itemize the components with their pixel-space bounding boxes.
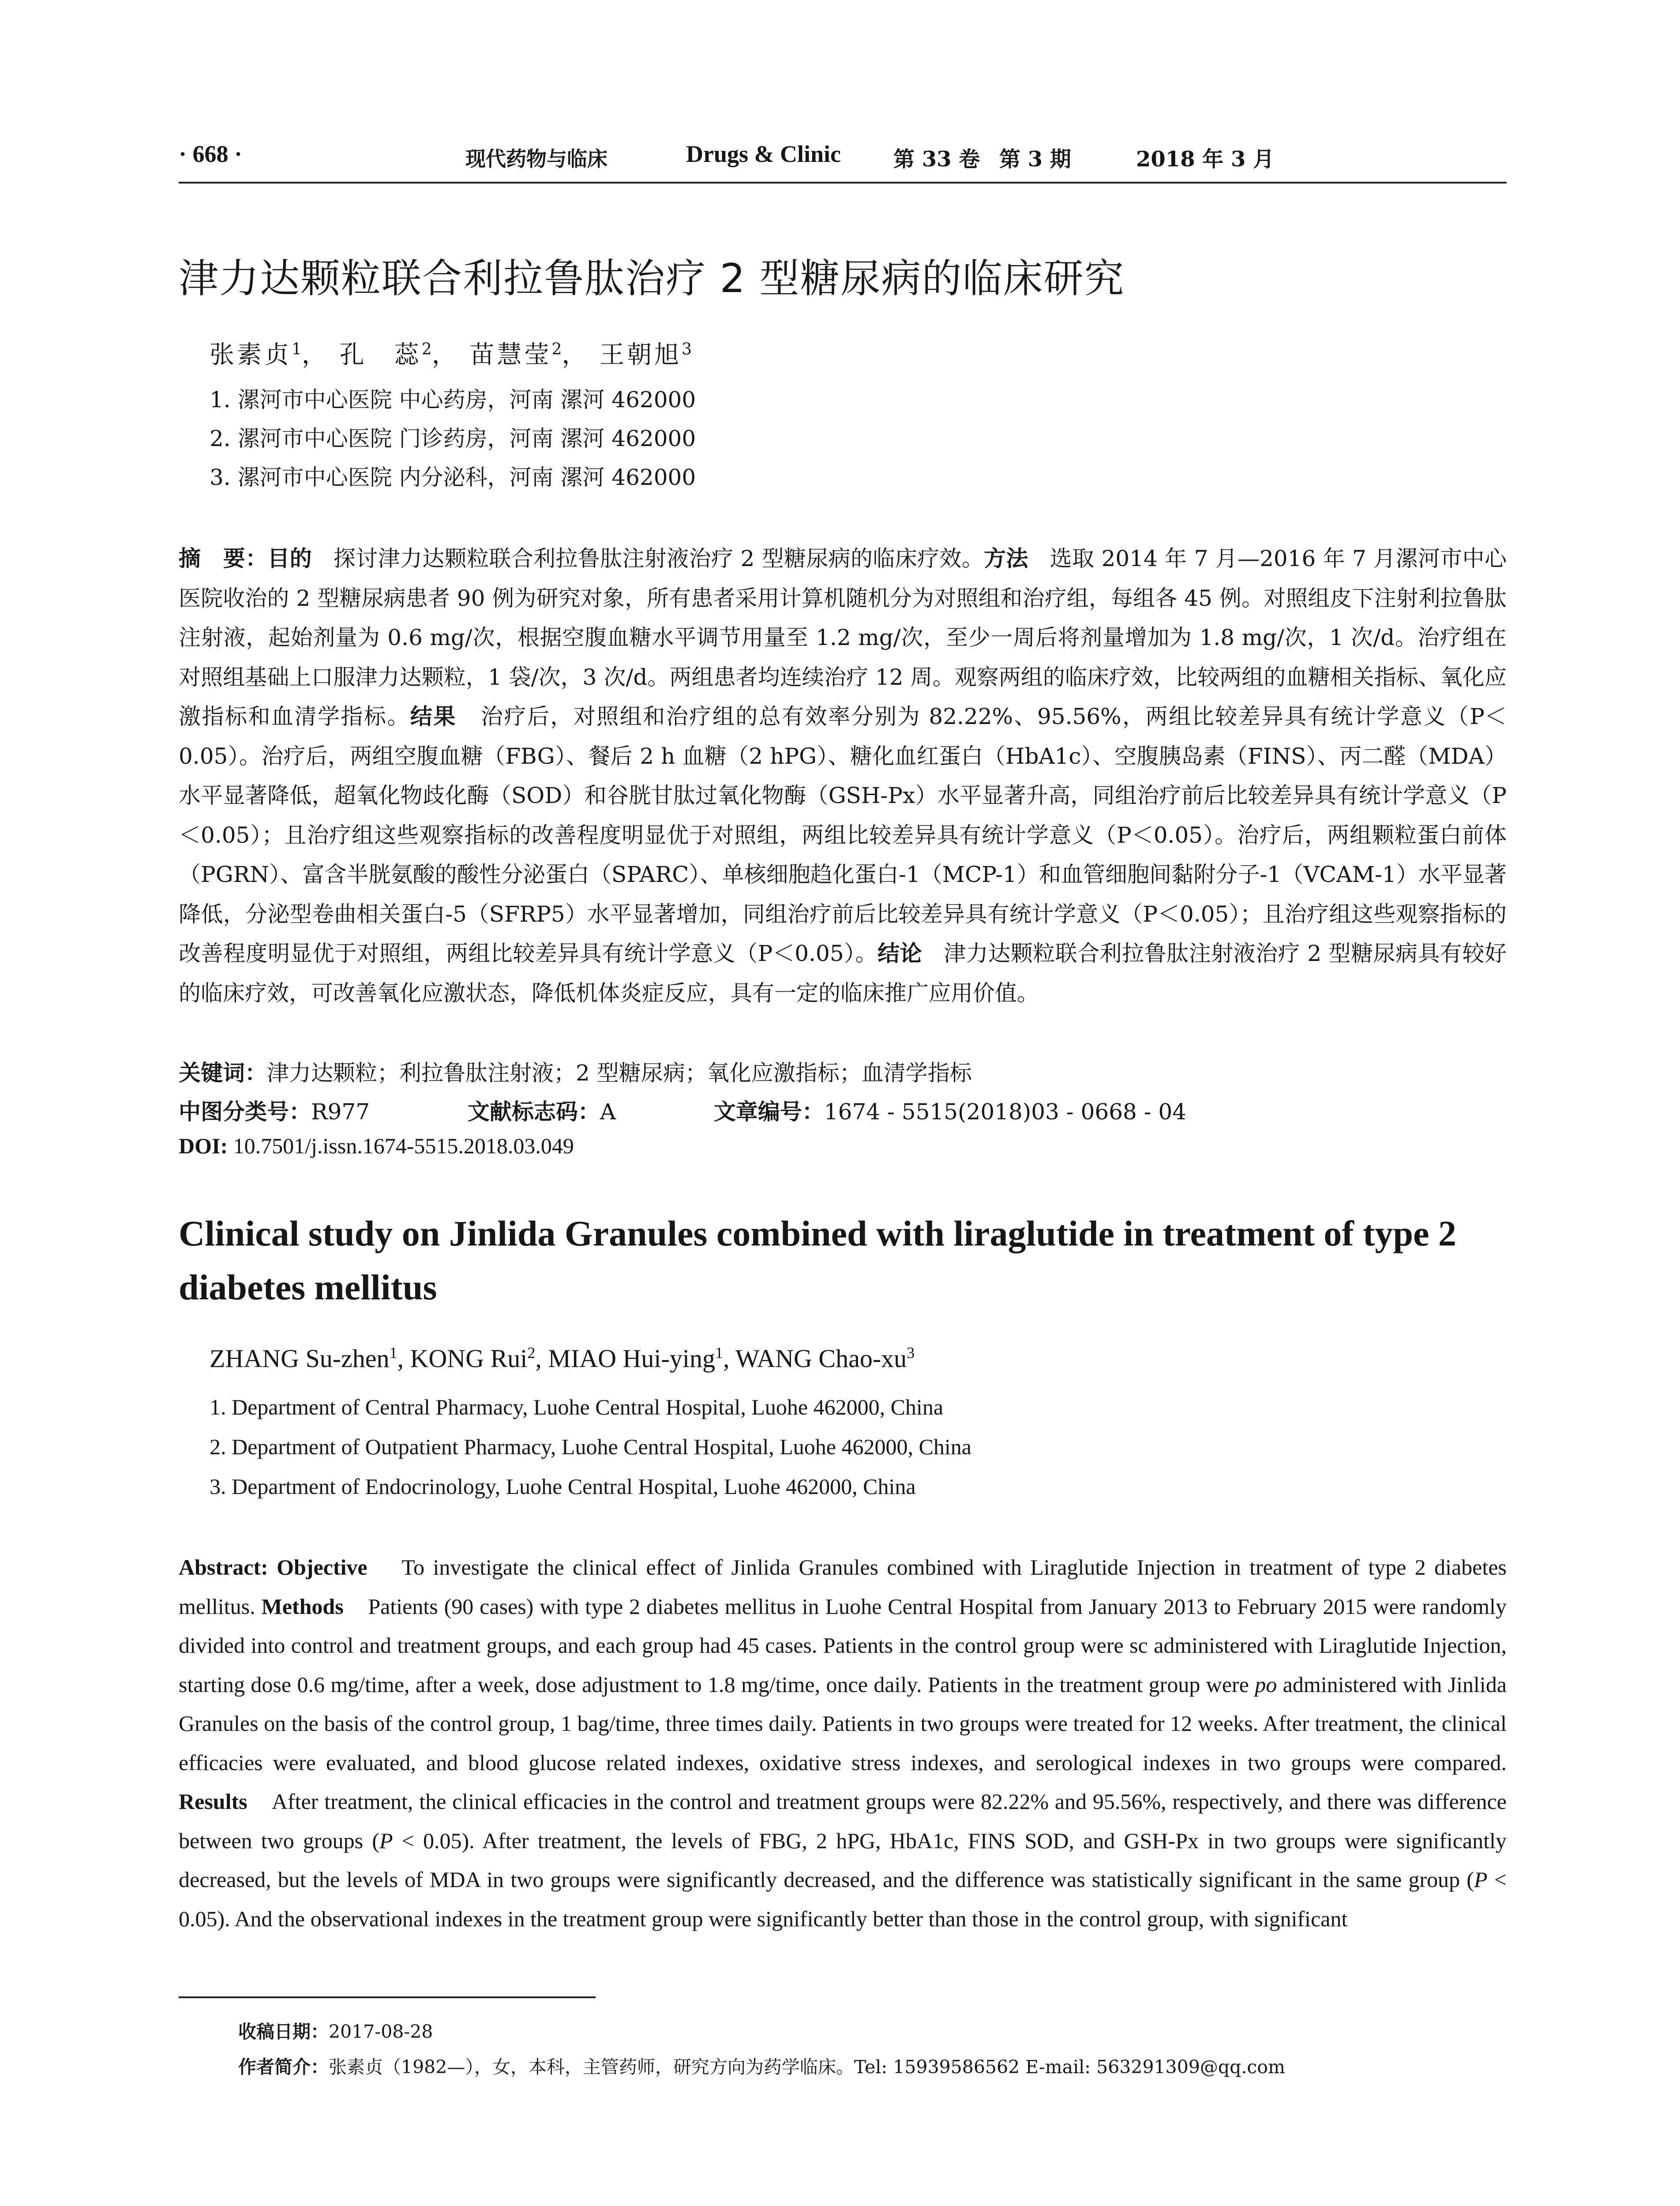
author-name: 张素贞: [210, 341, 292, 369]
author-name: ZHANG Su-zhen: [210, 1344, 390, 1373]
doi-value: 10.7501/j.issn.1674-5515.2018.03.049: [233, 1133, 574, 1158]
running-header: [179, 140, 1507, 184]
p-italic: P: [1474, 1867, 1488, 1892]
results-text-en-3: < 0.05). And the observational indexes in the treatment group were significantly better than those in the control group, with significant: [179, 1867, 1507, 1931]
author-sup: 1: [389, 1344, 398, 1362]
author-sup: 1: [292, 340, 302, 359]
abstract-cn: [179, 539, 1507, 1013]
received-date: [238, 2017, 433, 2043]
issue-date: 2018 年 3 月: [1136, 147, 1275, 172]
affiliation-en-3: 3. Department of Endocrinology, Luohe Central Hospital, Luohe 462000, China: [210, 1474, 916, 1499]
author-name: WANG Chao-xu: [735, 1344, 907, 1373]
footnote-divider: [179, 1996, 596, 1998]
methods-text-cn: 选取 2014 年 7 月—2016 年 7 月漯河市中心医院收治的 2 型糖尿病患者 90 例为研究对象，所有患者采用计算机随机分为对照组和治疗组，每组各 45 例。对照组皮下注射利拉鲁肽注射液，起始剂量为 0.6 mg/次，根据空腹血糖水平调节用量至 1.2 mg/次，至少一周后将剂量增加为 1.8 mg/次，1 次/d。治疗组在对照组基础上口服津力达颗粒，1 袋/次，3 次/d。两组患者均连续治疗 12 周。观察两组的临床疗效，比较两组的血糖相关指标、氧化应激指标和血清学指标。: [179, 546, 1507, 729]
results-text-cn: 治疗后，对照组和治疗组的总有效率分别为 82.22%、95.56%，两组比较差异具有统计学意义（P＜0.05）。治疗后，两组空腹血糖（FBG）、餐后 2 h 血糖（2 hPG）、糖化血红蛋白（HbA1c）、空腹胰岛素（FINS）、丙二醛（MDA）水平显著降低，超氧化物歧化酶（SOD）和谷胱甘肽过氧化物酶（GSH-Px）水平显著升高，同组治疗前后比较差异具有统计学意义（P＜0.05）；且治疗组这些观察指标的改善程度明显优于对照组，两组比较差异具有统计学意义（P＜0.05）。治疗后，两组颗粒蛋白前体（PGRN）、富含半胱氨酸的酸性分泌蛋白（SPARC）、单核细胞趋化蛋白-1（MCP-1）和血管细胞间黏附分子-1（VCAM-1）水平显著降低，分泌型卷曲相关蛋白-5（SFRP5）水平显著增加，同组治疗前后比较差异具有统计学意义（P＜0.05）；且治疗组这些观察指标的改善程度明显优于对照组，两组比较差异具有统计学意义（P＜0.05）。: [179, 704, 1507, 966]
received-value: 2017-08-28: [329, 2021, 433, 2042]
author-bio-text: 张素贞（1982—），女，本科，主管药师，研究方向为药学临床。Tel: 15939586562 E-mail: 563291309@qq.com: [329, 2056, 1285, 2078]
objective-text-en: To investigate the clinical effect of Jinlida Granules combined with Liraglutide Injection in treatment of type 2 diabetes mellitus.: [179, 1555, 1507, 1619]
clc-value: R977: [311, 1099, 370, 1125]
conclusion-label-cn: 结论: [878, 941, 922, 966]
author-sup: 3: [907, 1344, 915, 1362]
methods-text-en-2: administered with Jinlida Granules on the basis of the control group, 1 bag/time, three times daily. Patients in two groups were treated for 12 weeks. After treatment, the clinical efficacies were evaluated, and blood glucose related indexes, oxidative stress indexes, and serological indexes in two groups were compared.: [179, 1672, 1507, 1775]
results-text-en-2: < 0.05). After treatment, the levels of FBG, 2 hPG, HbA1c, FINS SOD, and GSH-Px in two groups were significantly decreased, but the levels of MDA in two groups were significantly decreased, and the difference was statistically significant in the same group (: [179, 1828, 1507, 1892]
received-label: 收稿日期：: [238, 2021, 329, 2042]
abstract-label-cn: 摘 要：: [179, 546, 268, 571]
author-name: 孔 蕊: [339, 341, 422, 369]
journal-title-en: Drugs & Clinic: [686, 141, 841, 167]
author-name: MIAO Hui-ying: [548, 1344, 715, 1373]
doc-code-label: 文献标志码：: [467, 1099, 600, 1125]
author-list-en: ZHANG Su-zhen$^1$, KONG Rui$^2$, MIAO Hui-ying$^1$, WANG Chao-$xu^3$: [210, 1344, 915, 1373]
affiliation-cn-2: 2. 漯河市中心医院 门诊药房，河南 漯河 462000: [210, 426, 696, 451]
author-bio: [238, 2052, 1285, 2078]
author-name: 王朝旭: [600, 341, 682, 369]
results-label-en: Results: [179, 1789, 248, 1814]
issue: 第 3 期: [999, 147, 1071, 172]
doi-label: DOI:: [179, 1133, 228, 1158]
author-sup: 2: [551, 340, 562, 359]
methods-label-en: Methods: [261, 1594, 344, 1619]
methods-label-cn: 方法: [984, 546, 1028, 571]
affiliation-en-2: 2. Department of Outpatient Pharmacy, Luohe Central Hospital, Luohe 462000, China: [210, 1434, 971, 1459]
author-sup: 1: [715, 1344, 723, 1362]
objective-text-cn: 探讨津力达颗粒联合利拉鲁肽注射液治疗 2 型糖尿病的临床疗效。: [333, 546, 984, 571]
author-sup: 2: [527, 1344, 536, 1362]
journal-title-cn: 现代药物与临床: [465, 147, 608, 171]
article-number-label: 文章编号：: [713, 1099, 824, 1125]
article-title-en: Clinical study on Jinlida Granules combined with liraglutide in treatment of type 2 diabetes mellitus: [179, 1213, 1456, 1307]
affiliation-cn-1: 1. 漯河市中心医院 中心药房，河南 漯河 462000: [210, 387, 696, 413]
abstract-en: [179, 1548, 1507, 1938]
affiliation-en-1: 1. Department of Central Pharmacy, Luohe Central Hospital, Luohe 462000, China: [210, 1395, 944, 1419]
article-title-cn: 津力达颗粒联合利拉鲁肽治疗 2 型糖尿病的临床研究: [179, 255, 1125, 302]
conclusion-text-cn: 津力达颗粒联合利拉鲁肽注射液治疗 2 型糖尿病具有较好的临床疗效，可改善氧化应激状态，降低机体炎症反应，具有一定的临床推广应用价值。: [179, 941, 1507, 1006]
methods-text-en: Patients (90 cases) with type 2 diabetes mellitus in Luohe Central Hospital from January 2013 to February 2015 were randomly divided into control and treatment groups, and each group had 45 cases. Patients in the control group were sc administered with Liraglutide Injection, starting dose 0.6 mg/time, after a week, dose adjustment to 1.8 mg/time, once daily. Patients in the treatment group were: [179, 1594, 1507, 1697]
keywords-text: 津力达颗粒；利拉鲁肽注射液；2 型糖尿病；氧化应激指标；血清学指标: [267, 1060, 972, 1086]
results-text-en: After treatment, the clinical efficacies in the control and treatment groups were 82.22% and 95.56%, respectively, and there was difference between two groups (: [179, 1789, 1507, 1853]
affiliation-cn-3: 3. 漯河市中心医院 内分泌科，河南 漯河 462000: [210, 465, 696, 490]
article-number-value: 1674 - 5515(2018)03 - 0668 - 04: [824, 1099, 1187, 1125]
keywords-cn: [179, 1055, 972, 1087]
author-sup: 2: [421, 340, 432, 359]
keywords-label: 关键词：: [179, 1060, 267, 1086]
abstract-label-en: Abstract: Objective: [179, 1555, 368, 1579]
clc-label: 中图分类号：: [179, 1099, 311, 1125]
doc-code-value: A: [600, 1099, 616, 1125]
results-label-cn: 结果: [410, 704, 457, 729]
objective-label-cn: 目的: [267, 546, 312, 571]
volume: 第 33 卷: [893, 147, 980, 172]
classification-line: [179, 1094, 1186, 1126]
po-italic: po: [1255, 1672, 1277, 1697]
p-italic: P: [379, 1828, 393, 1853]
page-number: · 668 ·: [179, 141, 243, 167]
author-list-cn: 张素贞$^1$， 孔 蕊$^2$， 苗慧莹$^2$， 王朝旭$^3$: [210, 340, 692, 369]
author-sup: 3: [682, 340, 692, 359]
doi-line: [179, 1133, 574, 1159]
author-name: 苗慧莹: [469, 341, 552, 369]
author-bio-label: 作者简介：: [238, 2056, 329, 2078]
author-name: KONG Rui: [410, 1344, 528, 1373]
